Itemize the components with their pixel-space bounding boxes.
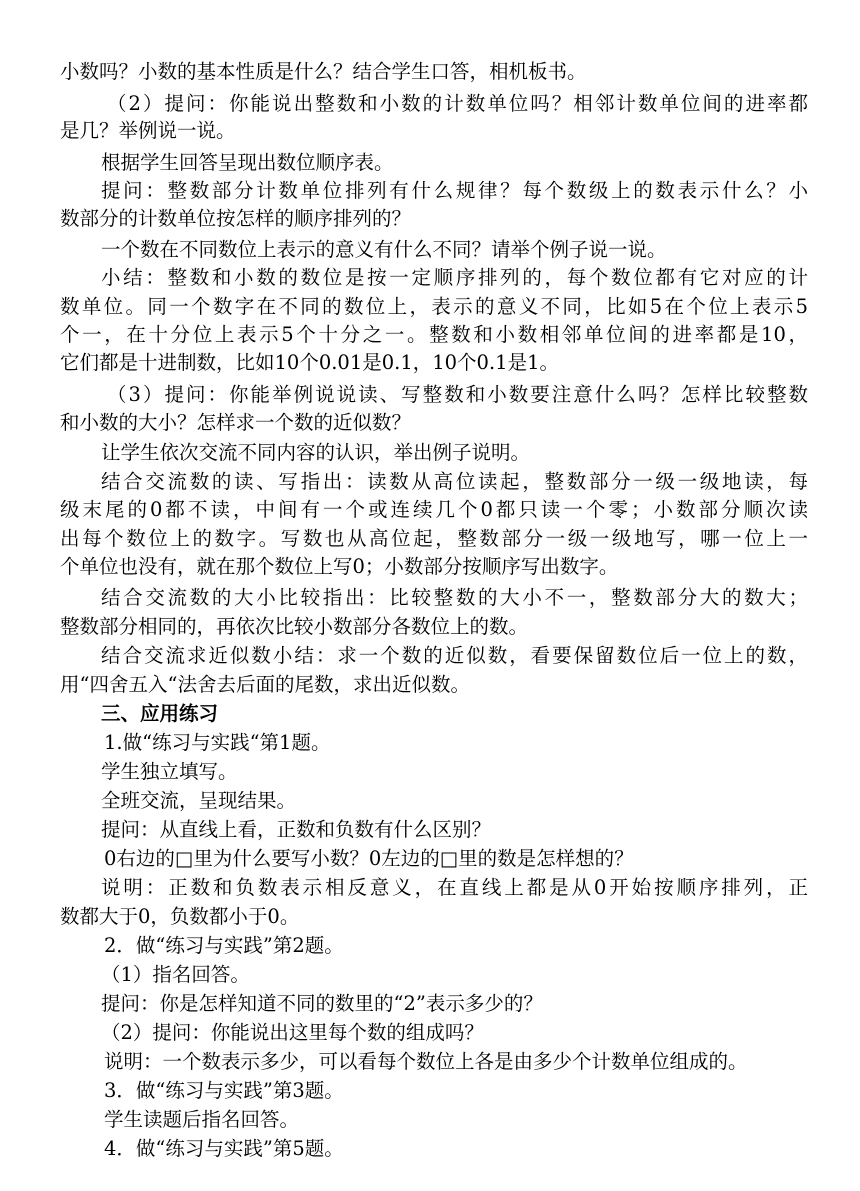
text-line: 学生读题后指名回答。 [104,1108,300,1131]
text-line: 个一，在十分位上表示5个十分之一。整数和小数相邻单位间的进率都是10， [60,323,808,346]
text-line: 数部分的计数单位按怎样的顺序排列的？ [60,207,412,230]
text-line: 数都大于0，负数都小于0。 [60,905,300,928]
text-line: 级末尾的0都不读，中间有一个或连续几个0都只读一个零；小数部分顺次读 [60,498,808,521]
text-line: 3．做“练习与实践”第3题。 [104,1079,344,1102]
text-line: 小数吗？小数的基本性质是什么？结合学生口答，相机板书。 [60,60,587,83]
text-line: 2．做“练习与实践”第2题。 [104,934,344,957]
text-line: 小结：整数和小数的数位是按一定顺序排列的，每个数位都有它对应的计 [101,266,808,289]
text-line: 说明：一个数表示多少，可以看每个数位上各是由多少个计数单位组成的。 [104,1050,748,1073]
text-line: 学生独立填写。 [101,760,238,783]
text-line: （2）提问：你能说出这里每个数的组成吗？ [101,1021,484,1044]
text-line: 结合交流数的读、写指出：读数从高位读起，整数部分一级一级地读，每 [101,470,808,493]
text-line: 它们都是十进制数，比如10个0.01是0.1，10个0.1是1。 [60,351,559,374]
text-line: 1.做“练习与实践“第1题。 [104,731,331,754]
text-line: 是几？举例说一说。 [60,119,236,142]
text-line: 提问：整数部分计数单位排列有什么规律？每个数级上的数表示什么？小 [101,179,808,202]
text-line: 结合交流数的大小比较指出：比较整数的大小不一，整数部分大的数大； [101,586,808,609]
text-line: （1）指名回答。 [101,963,250,986]
text-line: （3）提问：你能举例说说读、写整数和小数要注意什么吗？怎样比较整数 [107,383,808,406]
text-line: 提问：从直线上看，正数和负数有什么区别？ [101,818,492,841]
text-line: 整数部分相同的，再依次比较小数部分各数位上的数。 [60,615,529,638]
text-line: 0右边的□里为什么要写小数？0左边的□里的数是怎样想的？ [104,847,634,870]
text-line: 根据学生回答呈现出数位顺序表。 [101,151,394,174]
text-line: 数单位。同一个数字在不同的数位上，表示的意义不同，比如5在个位上表示5 [60,295,808,318]
text-line: 用“四舍五入“法舍去后面的尾数，求出近似数。 [60,673,470,696]
text-line: 4．做“练习与实践”第5题。 [104,1137,344,1160]
text-line: 和小数的大小？怎样求一个数的近似数？ [60,411,412,434]
text-line: 出每个数位上的数字。写数也从高位起，整数部分一级一级地写，哪一位上一 [60,527,808,550]
text-line: 一个数在不同数位上表示的意义有什么不同？请举个例子说一说。 [101,238,667,261]
section-heading: 三、应用练习 [101,702,219,725]
text-line: 让学生依次交流不同内容的认识，举出例子说明。 [101,441,531,464]
text-line: 说明：正数和负数表示相反意义，在直线上都是从0开始按顺序排列，正 [101,876,808,899]
text-line: 结合交流求近似数小结：求一个数的近似数，看要保留数位后一位上的数， [101,644,808,667]
text-line: 个单位也没有，就在那个数位上写0；小数部分按顺序写出数字。 [60,555,619,578]
text-line: （2）提问：你能说出整数和小数的计数单位吗？相邻计数单位间的进率都 [107,92,808,115]
text-line: 全班交流，呈现结果。 [101,789,297,812]
text-line: 提问：你是怎样知道不同的数里的“2”表示多少的？ [101,992,543,1015]
